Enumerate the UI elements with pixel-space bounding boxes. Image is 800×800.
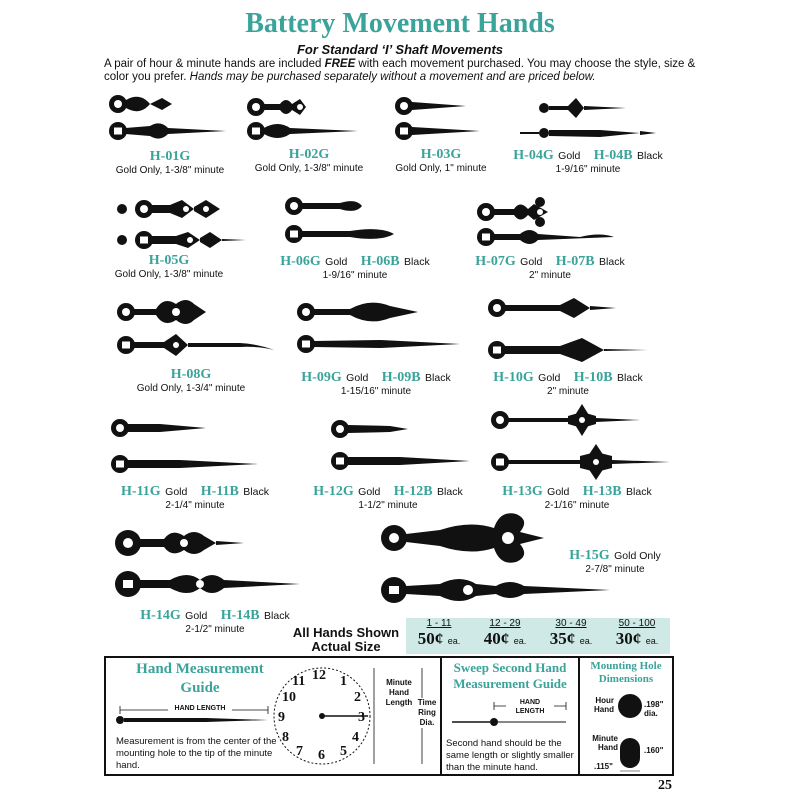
intro-italic: Hands may be purchased separately without a movement and are priced below. <box>189 71 596 83</box>
hand-label-h-06 <box>266 254 444 283</box>
label-line: Hand <box>598 743 618 752</box>
guide-text: Measurement is from the center of the mounting hole to the tip of the minute hand. <box>116 736 277 771</box>
hand-color: Gold <box>558 150 581 162</box>
guide-hand-length-label: HAND LENGTH <box>168 705 232 712</box>
hand-label-h-07 <box>460 254 640 283</box>
price-col-1 <box>406 618 472 649</box>
hand-code: H-04G <box>513 148 554 163</box>
price-table-label <box>290 626 402 654</box>
label-line: Time <box>417 698 437 707</box>
hand-code: H-02G <box>288 147 330 162</box>
label-line: HAND <box>519 699 541 706</box>
hand-color: Gold <box>358 486 381 498</box>
hand-color: Gold <box>346 372 369 384</box>
price-value: 40¢ <box>483 629 510 648</box>
hand-label-h-08 <box>126 368 256 396</box>
minute-hand-dim-w: .115" <box>594 762 613 771</box>
hand-caption: 1-1/2" minute <box>358 500 418 511</box>
price-unit: ea. <box>447 636 461 646</box>
price-table <box>406 618 670 654</box>
hand-label-h-14 <box>124 608 306 637</box>
page-title: Battery Movement Hands <box>245 8 555 39</box>
hand-code: H-13G <box>502 484 543 499</box>
hand-h-09-icon <box>297 303 460 353</box>
hand-color: Black <box>637 150 663 162</box>
hand-color: Gold <box>325 256 348 268</box>
label-line: Minute <box>386 678 412 687</box>
hand-caption: 1-9/16" minute <box>322 270 388 281</box>
hand-label-h-02 <box>244 148 374 176</box>
price-range: 30 - 49 <box>555 618 587 629</box>
hand-h-02-icon <box>247 98 358 140</box>
clock-numeral: 12 <box>312 668 326 683</box>
label-line: Dia. <box>419 718 435 727</box>
time-ring-label <box>416 698 438 728</box>
hand-h-07-icon <box>477 197 614 246</box>
price-value: 30¢ <box>615 629 642 648</box>
hand-code: H-08G <box>170 367 212 382</box>
hand-caption: Gold Only, 1-3/8" minute <box>114 269 224 280</box>
hand-color: Gold <box>185 610 208 622</box>
hand-code: H-12G <box>313 484 354 499</box>
hand-caption: Gold Only, 1-3/4" minute <box>136 383 246 394</box>
intro-text-1: A pair of hour & minute hands are included <box>104 58 325 70</box>
hand-code: H-06G <box>280 254 321 269</box>
label-line: dia. <box>644 709 658 718</box>
sweep-title-line2: Measurement Guide <box>453 676 567 691</box>
hand-color: Gold Only <box>614 550 661 562</box>
clock-numeral: 2 <box>354 690 361 705</box>
page-number: 25 <box>658 778 672 793</box>
hand-color: Black <box>425 372 451 384</box>
price-range: 50 - 100 <box>618 618 656 629</box>
hand-code: H-09B <box>381 370 421 385</box>
hand-label-h-15 <box>560 548 670 577</box>
price-col-3 <box>538 618 604 649</box>
page-subtitle: For Standard ‘I’ Shaft Movements <box>296 42 504 57</box>
hand-color: Black <box>626 486 652 498</box>
hand-code: H-15G <box>569 548 610 563</box>
hand-code: H-04B <box>593 148 633 163</box>
label-line: .198" <box>644 700 664 709</box>
hand-label-h-11 <box>104 484 286 513</box>
hand-code: H-07G <box>475 254 516 269</box>
hand-caption: 2-1/16" minute <box>544 500 610 511</box>
hand-code: H-11G <box>121 484 161 499</box>
label-line: Minute <box>592 734 618 743</box>
hour-hand-label <box>582 696 614 714</box>
guide-title-line2: Guide <box>180 680 220 696</box>
price-unit: ea. <box>645 636 659 646</box>
minute-hand-dim-h: .160" <box>644 746 664 755</box>
hand-h-12-icon <box>331 420 470 470</box>
price-unit: ea. <box>513 636 527 646</box>
hand-color: Gold <box>165 486 188 498</box>
hand-code: H-01G <box>149 149 191 164</box>
mounting-hole-dimensions <box>578 656 674 776</box>
hand-caption: 1-15/16" minute <box>340 386 412 397</box>
hand-h-05-icon <box>117 200 246 249</box>
hand-color: Black <box>617 372 643 384</box>
hand-label-h-10 <box>478 370 658 399</box>
hand-code: H-11B <box>200 484 239 499</box>
hand-label-h-13 <box>486 484 668 513</box>
hand-code: H-12B <box>393 484 433 499</box>
clock-numeral: 7 <box>296 744 303 759</box>
price-value: 50¢ <box>417 629 444 648</box>
hand-h-14-icon <box>115 530 300 597</box>
price-range: 1 - 11 <box>426 618 452 629</box>
hand-caption: 2" minute <box>529 270 571 281</box>
hand-color: Black <box>264 610 290 622</box>
price-label-line1: All Hands Shown <box>292 625 400 640</box>
sweep-text: Second hand should be the same length or slightly smaller than the minute hand. <box>446 738 574 773</box>
clock-numeral: 4 <box>352 730 359 745</box>
hand-h-11-icon <box>111 419 258 473</box>
hand-h-08-icon <box>117 300 274 356</box>
hand-code: H-10G <box>493 370 534 385</box>
hand-code: H-06B <box>360 254 400 269</box>
price-label-line2: Actual Size <box>311 639 381 654</box>
sweep-hand-length-label <box>506 698 554 716</box>
hand-label-h-01 <box>100 150 240 178</box>
hand-color: Gold <box>547 486 570 498</box>
sweep-title-line1: Sweep Second Hand <box>453 660 567 675</box>
price-unit: ea. <box>579 636 593 646</box>
label-line: Hand <box>389 688 409 697</box>
hand-h-13-icon <box>491 404 670 480</box>
hand-measurement-guide <box>104 656 442 776</box>
clock-numeral: 1 <box>340 674 347 689</box>
hand-h-04-icon <box>520 98 656 138</box>
hand-code: H-05G <box>148 253 190 268</box>
hand-color: Black <box>404 256 430 268</box>
hand-caption: Gold Only, 1" minute <box>395 163 487 174</box>
clock-numeral: 11 <box>292 674 306 689</box>
guide-title-line1: Hand Measurement <box>136 661 264 677</box>
intro-text-2: with each movement purchased. You may choose the style, size & color you prefer. <box>104 58 696 83</box>
hand-caption: 1-9/16" minute <box>555 164 621 175</box>
clock-numeral: 10 <box>282 690 296 705</box>
hand-h-01-icon <box>109 95 226 140</box>
hand-label-h-05 <box>104 254 234 282</box>
clock-numeral: 6 <box>318 748 325 763</box>
hand-code: H-14B <box>220 608 260 623</box>
hand-caption: 2-1/4" minute <box>165 500 225 511</box>
hand-label-h-12 <box>300 484 476 513</box>
intro-free: FREE <box>324 58 356 70</box>
hand-label-h-03 <box>386 148 496 176</box>
hand-color: Black <box>243 486 269 498</box>
minute-hand-label <box>582 734 618 752</box>
price-col-4 <box>604 618 670 649</box>
price-col-2 <box>472 618 538 649</box>
clock-dial <box>276 668 368 764</box>
label-line: LENGTH <box>515 708 545 715</box>
hand-code: H-03G <box>420 147 462 162</box>
hand-caption: Gold Only, 1-3/8" minute <box>115 165 225 176</box>
hand-h-06-icon <box>285 197 394 243</box>
clock-numeral: 3 <box>358 710 365 725</box>
hand-code: H-14G <box>140 608 181 623</box>
hand-color: Black <box>437 486 463 498</box>
sweep-second-guide <box>440 656 580 776</box>
hour-hand-dim <box>644 700 672 718</box>
hand-color: Gold <box>520 256 543 268</box>
label-line: Hour <box>595 696 614 705</box>
clock-numeral: 9 <box>278 710 285 725</box>
hand-label-h-04 <box>498 148 678 177</box>
label-line: Ring <box>418 708 436 717</box>
hand-code: H-13B <box>582 484 622 499</box>
hand-color: Black <box>599 256 625 268</box>
clock-numeral: 5 <box>340 744 347 759</box>
hand-h-10-icon <box>488 298 648 362</box>
hand-caption: Gold Only, 1-3/8" minute <box>254 163 364 174</box>
hand-color: Gold <box>538 372 561 384</box>
mounting-title-line1: Mounting Hole <box>590 660 662 672</box>
mounting-title-line2: Dimensions <box>598 673 654 685</box>
clock-numeral: 8 <box>282 730 289 745</box>
hand-code: H-07B <box>555 254 595 269</box>
hand-label-h-09 <box>286 370 466 399</box>
hand-caption: 2" minute <box>547 386 589 397</box>
hand-code: H-09G <box>301 370 342 385</box>
hand-code: H-10B <box>573 370 613 385</box>
hand-caption: 2-1/2" minute <box>185 624 245 635</box>
hand-caption: 2-7/8" minute <box>585 564 645 575</box>
price-value: 35¢ <box>549 629 576 648</box>
label-line: Length <box>385 698 413 707</box>
label-line: Hand <box>594 705 614 714</box>
hand-h-03-icon <box>395 97 480 140</box>
price-range: 12 - 29 <box>489 618 521 629</box>
